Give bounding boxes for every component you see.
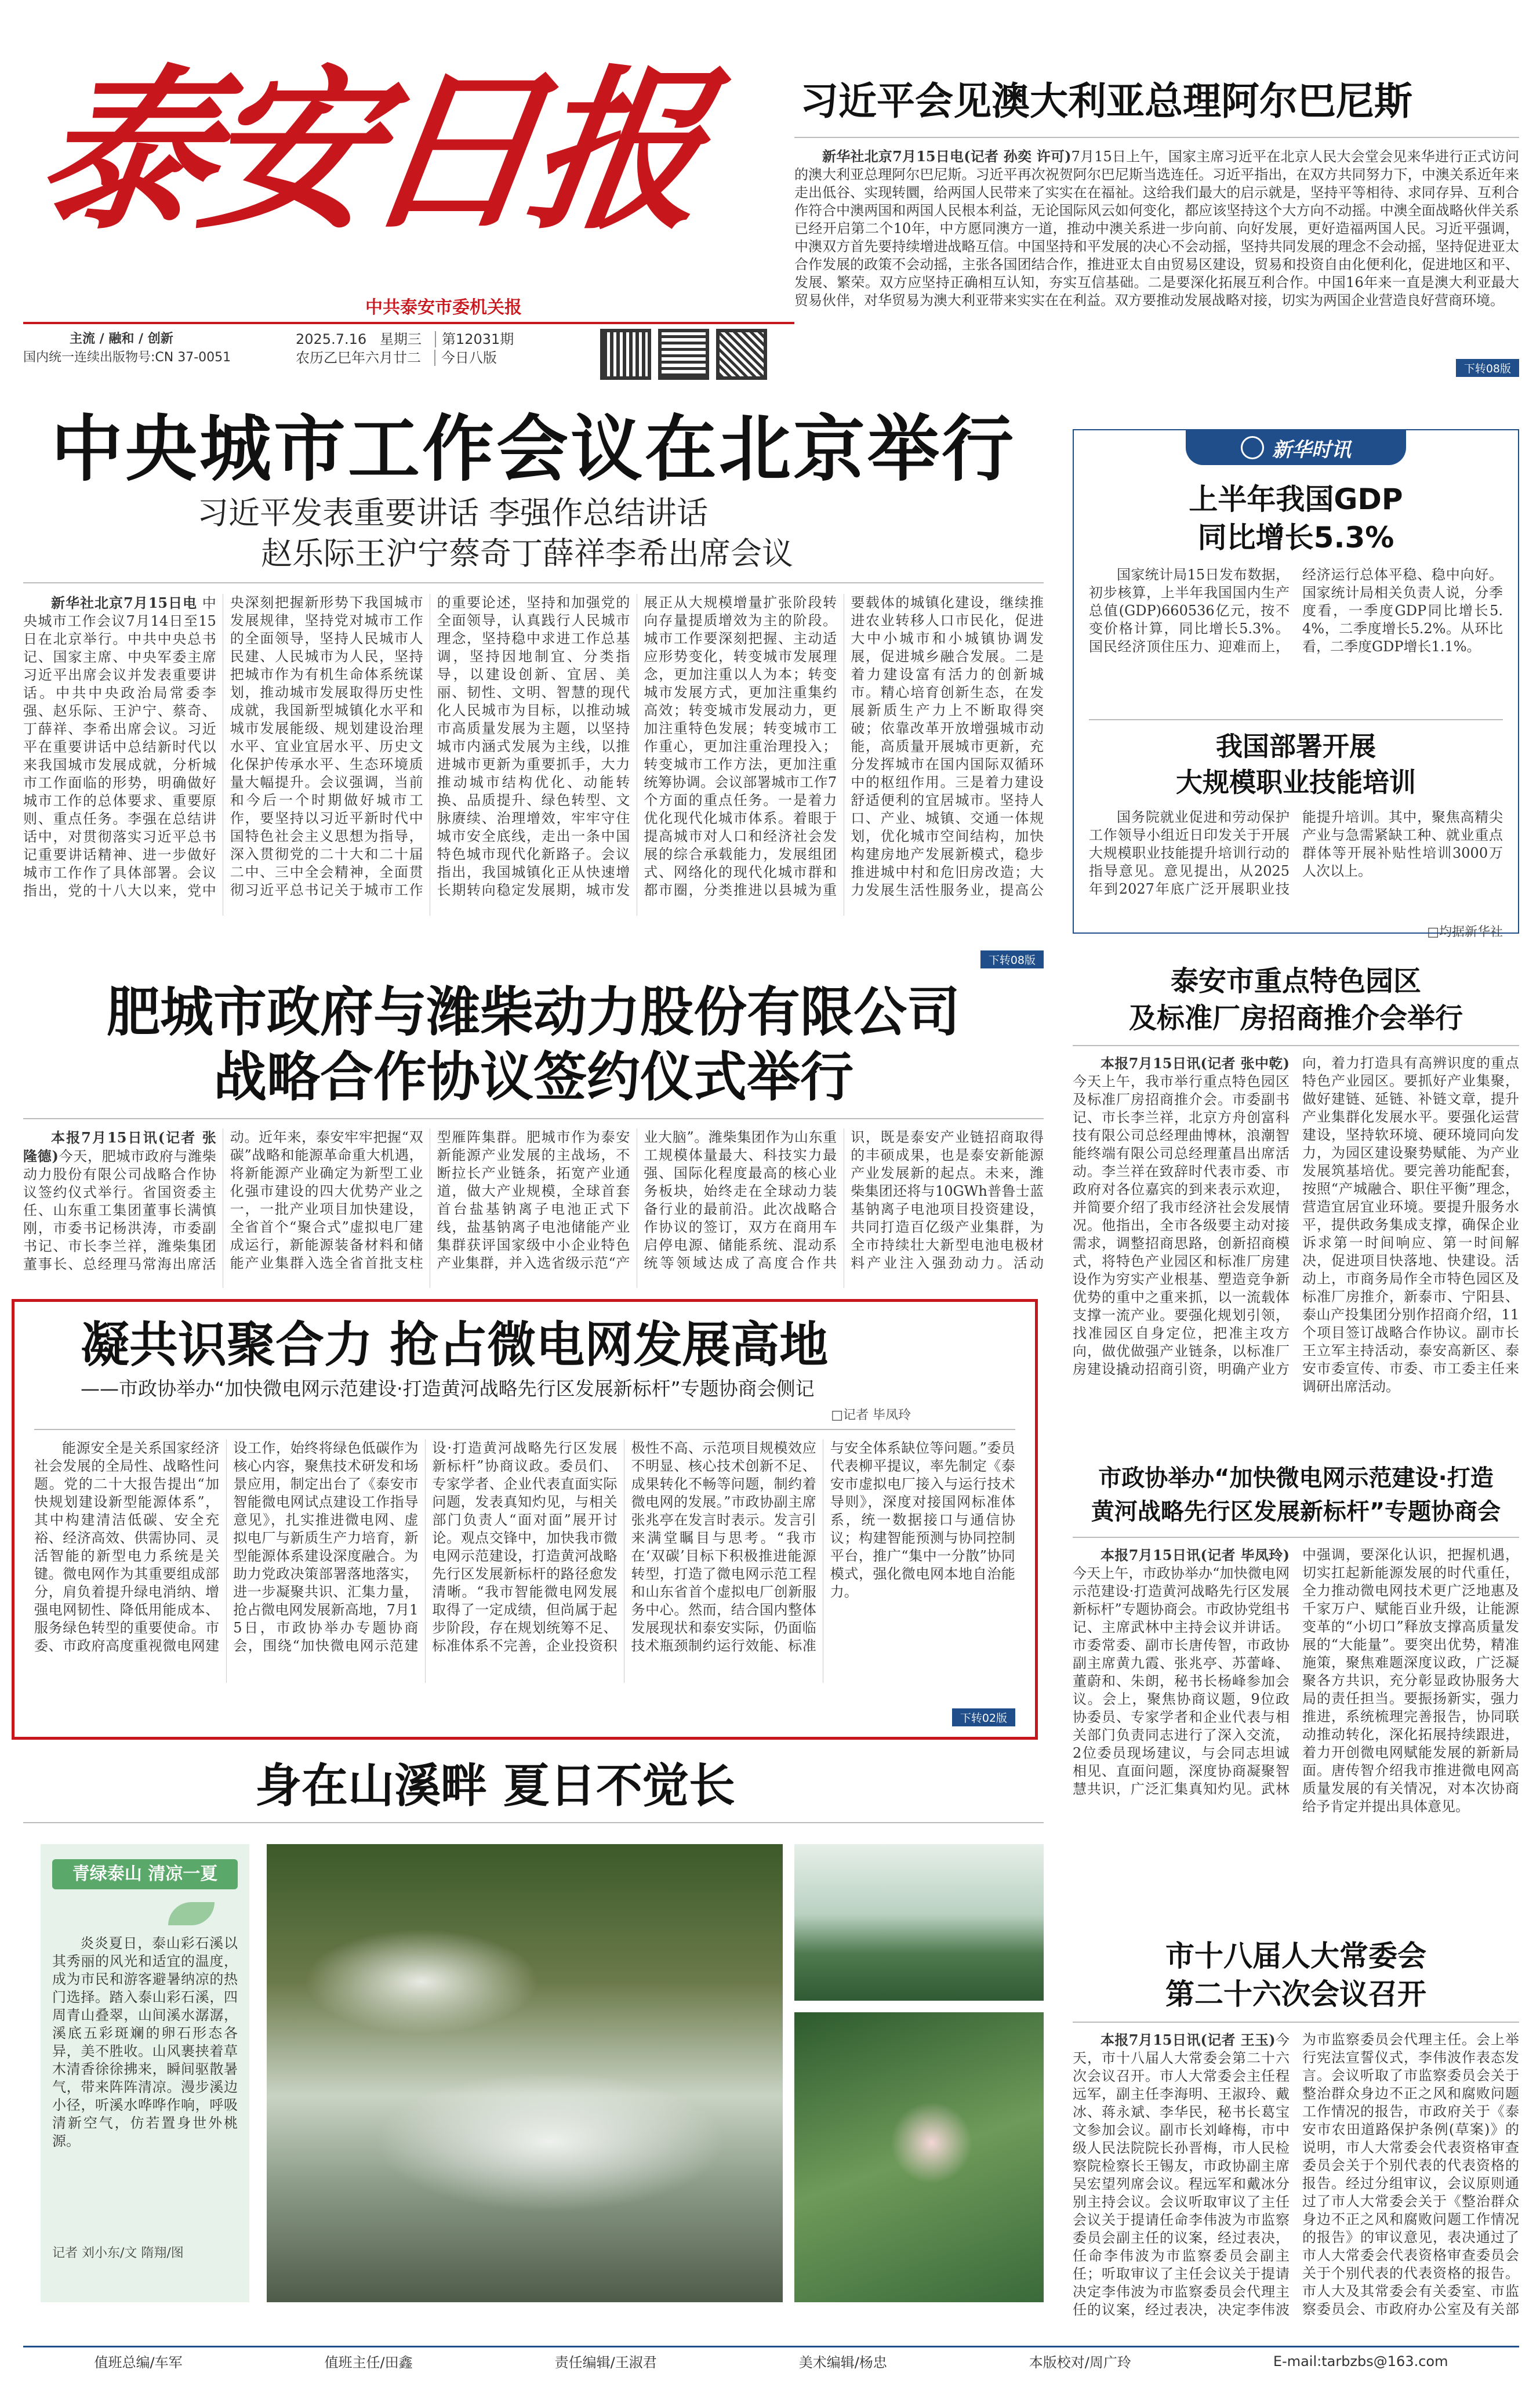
gdp-body: 国家统计局15日发布数据，初步核算，上半年我国国内生产总值(GDP)660536亿元，按不变价格计算，同比增长5.3%。国民经济顶住压力、迎难而上，经济运行总体平稳、稳中向好。国家统计局相关负责人说，分季度看，一季度GDP同比增长5.4%，二季度增长5.2%。从环比看，二季度GDP增长1.1%。 bbox=[1089, 567, 1503, 655]
xinhua-logo-icon bbox=[1241, 436, 1264, 459]
lead-headline: 习近平会见澳大利亚总理阿尔巴尼斯 bbox=[800, 79, 1412, 124]
stream-photo-story bbox=[23, 1757, 1044, 2325]
qr-code-icon bbox=[716, 329, 767, 380]
qr-code-icon bbox=[600, 329, 651, 380]
stream-waterfall-photo bbox=[267, 1844, 783, 2302]
park-story bbox=[1073, 963, 1519, 1450]
feicheng-headline-1: 肥城市政府与潍柴动力股份有限公司 bbox=[106, 981, 960, 1043]
cppcc-story bbox=[1073, 1461, 1519, 1925]
masthead-subtitle: 中共泰安市委机关报 bbox=[365, 297, 522, 318]
qr-code-icon bbox=[658, 329, 709, 380]
lead-body: 7月15日上午，国家主席习近平在北京人民大会堂会见来华进行正式访问的澳大利亚总理阿尔巴尼斯。习近平再次祝贺阿尔巴尼斯当选连任。习近平指出，在双方共同努力下，中澳关系近年来走出低谷、实现转圜，给两国人民带来了实实在在福祉。这给我们最大的启示就是，坚持平等相待、求同存异、互利合作符合中澳两国和两国人民根本利益，无论国际风云如何变化，都应该坚持这个大方向不动摇。中澳全面战略伙伴关系已经开启第二个10年，中方愿同澳方一道，推动中澳关系进一步向前、向好发展，更好造福两国人民。习近平强调，中澳双方首先要持续增进战略互信。中国坚持和平发展的决心不会动摇，坚持共同发展的理念不会动摇，坚持促进亚太合作发展的政策不会动摇，主张各国团结合作，推进亚太自由贸易区建设，贸易和投资自由化便利化，促进地区和平、发展、繁荣。双方应坚持正确相互认知，夯实互信基础。二是要深化拓展互利合作。中国16年来一直是澳大利亚最大贸易伙伴，对华贸易为澳大利亚带来实实在在利益。双方要推动发展战略对接，切实为两国企业营造良好营商环境。 bbox=[794, 148, 1519, 309]
footer-duty-director: 值班主任/田鑫 bbox=[324, 2354, 413, 2371]
masthead-title: 泰安日报 bbox=[26, 48, 709, 253]
training-headline-a: 我国部署开展 bbox=[1216, 731, 1376, 762]
issue-weekday: 星期三 bbox=[380, 331, 422, 347]
masthead-tagline: 主流 / 融和 / 创新 bbox=[70, 332, 173, 346]
issue-pages: 今日八版 bbox=[434, 350, 497, 366]
city-body: 中央城市工作会议7月14日至15日在北京举行。中共中央总书记、国家主席、中央军委主席习近平出席会议并发表重要讲话。中共中央政治局常委李强、赵乐际、王沪宁、蔡奇、丁薛祥、李希出席会议。习近平在重要讲话中总结新时代以来我国城市发展成就，分析城市工作面临的形势，明确做好城市工作的总体要求、重要原则、重点任务。李强在总结讲话中，对贯彻落实习近平总书记重要讲话精神、进一步做好城市工作作了具体部署。会议指出，党的十八大以来，党中央深刻把握新形势下我国城市发展规律，坚持党对城市工作的全面领导，坚持人民城市人民建、人民城市为人民，坚持把城市作为有机生命体系统谋划，推动城市发展取得历史性成就，我国新型城镇化水平和城市发展能级、规划建设治理水平、宜业宜居水平、历史文化保护传承水平、生态环境质量大幅提升。会议强调，当前和今后一个时期做好城市工作，要坚持以习近平新时代中国特色社会主义思想为指导，深入贯彻党的二十大和二十届二中、三中全会精神，全面贯彻习近平总书记关于城市工作的重要论述，坚持和加强党的全面领导，认真践行人民城市理念，坚持稳中求进工作总基调，坚持因地制宜、分类指导，以建设创新、宜居、美丽、韧性、文明、智慧的现代化人民城市为目标，以推动城市高质量发展为主题，以坚持城市内涵式发展为主线，以推进城市更新为重要抓手，大力推动城市结构优化、动能转换、品质提升、绿色转型、文脉赓续、治理增效，牢牢守住城市安全底线，走出一条中国特色城市现代化新路子。会议指出，我国城镇化正从快速增长期转向稳定发展期，城市发展正从大规模增量扩张阶段转向存量提质增效为主的阶段。城市工作要深刻把握、主动适应形势变化，转变城市发展理念，更加注重以人为本；转变城市发展方式，更加注重集约高效；转变城市发展动力，更加注重特色发展；转变城市工作重心，更加注重治理投入；转变城市工作方法，更加注重统筹协调。会议部署城市工作7个方面的重点任务。一是着力优化现代化城市体系。着眼于提高城市对人口和经济社会发展的综合承载能力，发展组团式、网络化的现代化城市群和都市圈，分类推进以县城为重要载体的城镇化建设，继续推进农业转移人口市民化，促进大中小城市和小城镇协调发展，促进城乡融合发展。二是着力建设富有活力的创新城市。精心培育创新生态，在发展新质生产力上不断取得突破；依靠改革开放增强城市动能，高质量开展城市更新，充分发挥城市在国内国际双循环中的枢纽作用。三是着力建设舒适便利的宜居城市。坚持人口、产业、城镇、交通一体规划，优化城市空间结构，加快构建房地产发展新模式，稳步推进城中村和危旧房改造；大力发展生活性服务业，提高公 bbox=[23, 594, 1044, 899]
lead-turn-page[interactable]: 下转08版 bbox=[1456, 359, 1519, 377]
park-headline-1: 泰安市重点特色园区 bbox=[1170, 965, 1421, 997]
city-turn-page[interactable]: 下转08版 bbox=[980, 950, 1044, 968]
cppcc-headline-2: 黄河战略先行区发展新标杆”专题协商会 bbox=[1091, 1498, 1501, 1525]
park-byline: 本报7月15日讯(记者 张中乾) bbox=[1100, 1055, 1290, 1072]
lead-byline: 新华社北京7月15日电(记者 孙奕 许可) bbox=[822, 148, 1072, 165]
feature-turn-page[interactable]: 下转02版 bbox=[952, 1708, 1015, 1726]
footer-email[interactable]: E-mail:tarbzbs@163.com bbox=[1273, 2353, 1448, 2370]
city-deck-1: 习近平发表重要讲话 李强作总结讲话 bbox=[197, 495, 709, 531]
npc-headline-2: 第二十六次会议召开 bbox=[1165, 1977, 1426, 2011]
microgrid-feature bbox=[12, 1299, 1038, 1740]
footer-art-editor: 美术编辑/杨忠 bbox=[798, 2354, 887, 2371]
issue-lunar: 农历乙巳年六月廿二 bbox=[296, 350, 421, 366]
stream-headline: 身在山溪畔 夏日不觉长 bbox=[255, 1759, 735, 1813]
training-body: 国务院就业促进和劳动保护工作领导小组近日印发关于开展大规模职业技能提升培训行动的指导意见。意见提出，从2025年到2027年底广泛开展职业技能提升培训。其中，聚焦高精尖产业与急需紧缺工种、就业重点群体等开展补贴性培训3000万人次以上。 bbox=[1089, 809, 1503, 897]
feicheng-byline: 本报7月15日讯(记者 张隆德) bbox=[23, 1129, 216, 1164]
training-headline-b: 大规模职业技能培训 bbox=[1176, 767, 1416, 798]
park-headline-2: 及标准厂房招商推介会举行 bbox=[1128, 1002, 1463, 1035]
city-work-story bbox=[23, 406, 1044, 974]
feature-author: □记者 毕凤玲 bbox=[831, 1408, 911, 1423]
xinhua-source: □均据新华社 bbox=[1427, 925, 1503, 939]
gdp-headline-b: 同比增长5.3% bbox=[1197, 521, 1394, 554]
feature-subtitle: ——市政协举办“加快微电网示范建设·打造黄河战略先行区发展新标杆”专题协商会侧记 bbox=[81, 1377, 815, 1400]
npc-byline: 本报7月15日讯(记者 王玉) bbox=[1100, 2031, 1276, 2048]
lotus-photo bbox=[794, 2012, 1044, 2302]
lead-story bbox=[794, 75, 1519, 377]
cppcc-byline: 本报7月15日讯(记者 毕凤玲) bbox=[1100, 1547, 1290, 1563]
npc-story bbox=[1073, 1937, 1519, 2331]
masthead-info bbox=[23, 322, 794, 383]
xinhua-news-box bbox=[1073, 429, 1519, 939]
footer-proofreader: 本版校对/周广玲 bbox=[1029, 2354, 1131, 2371]
stream-credit: 记者 刘小东/文 隋翔/图 bbox=[52, 2246, 184, 2260]
cppcc-body: 今天上午，市政协举办“加快微电网示范建设·打造黄河战略先行区发展新标杆”专题协商会。市政协党组书记、主席武林中主持会议并讲话。市委常委、副市长唐传智，市政协副主席黄九霞、张兆亭、苏蕾峰、董蔚和、朱朗，秘书长杨峰参加会议。会上，聚焦协商议题，9位政协委员、专家学者和企业代表与相关部门负责同志进行了深入交流，2位委员现场建议，与会同志坦诚相见、直面问题，深度协商凝聚智慧共识，广泛汇集真知灼见。武林中强调，要深化认识，把握机遇，切实扛起新能源发展的时代重任，全力推动微电网技术更广泛地惠及千家万户、赋能百业升级，让能源变革的“小切口”释放支撑高质量发展的“大能量”。要突出优势，精准施策，聚焦难题深度议政，广泛凝聚各方共识，充分彰显政协服务大局的责任担当。要振扬新实，强力推进，系统梳理完善报告，协同联动推动转化，深化拓展持续跟进，着力开创微电网赋能发展的新新局面。唐传智介绍我市推进微电网高质量发展的有关情况，对本次协商给予肯定并提出具体意见。 bbox=[1073, 1547, 1519, 1815]
issue-number: 第12031期 bbox=[435, 331, 514, 347]
summer-badge: 青绿泰山 清凉一夏 bbox=[52, 1859, 238, 1889]
feicheng-body: 今天，肥城市政府与潍柴动力股份有限公司战略合作协议签约仪式举行。省国资委主任、山东重工集团董事长满慎刚，市委书记杨洪涛，市委副书记、市长李兰祥，潍柴集团董事长、总经理马常海出席活动。近年来，泰安牢牢把握“双碳”战略和能源革命重大机遇，将新能源产业确定为新型工业化强市建设的四大优势产业之一，一批产业项目加快建设，全省首个“聚合式”虚拟电厂建成运行，新能源装备材料和储能产业集群入选全省首批支柱型雁阵集群。肥城市作为泰安新能源产业发展的主战场，不断拉长产业链条，拓宽产业通道，做大产业规模，全球首套首台盐基钠离子电池正式下线，盐基钠离子电池储能产业集群获评国家级中小企业特色产业集群，并入选省级示范“产业大脑”。潍柴集团作为山东重工规模体量最大、科技实力最强、国际化程度最高的核心业务板块，始终走在全球动力装备行业的最前沿。此次战略合作协议的签订，双方在商用车启停电源、储能系统、混动系统等领域达成了高度合作共识，既是泰安产业链招商取得的丰硕成果，也是泰安新能源产业发展新的起点。未来，潍柴集团还将与10GWh普鲁士蓝基钠离子电池项目投资建设，共同打造百亿级产业集群，为全市持续壮大新型电池电极材料产业注入强劲动力。活动 bbox=[23, 1129, 1044, 1272]
feature-headline: 凝共识聚合力 抢占微电网发展高地 bbox=[81, 1316, 829, 1373]
cppcc-headline-1: 市政协举办“加快微电网示范建设·打造 bbox=[1098, 1465, 1494, 1492]
issue-date: 2025.7.16 bbox=[296, 331, 367, 347]
feicheng-headline-2: 战略合作协议签约仪式举行 bbox=[213, 1046, 853, 1108]
stream-body: 炎炎夏日，泰山彩石溪以其秀丽的风光和适宜的温度，成为市民和游客避暑纳凉的热门选择。踏入泰山彩石溪，四周青山叠翠，山间溪水潺潺，溪底五彩斑斓的卵石形态各异，美不胜收。山风裹挟着草木清香徐徐拂来，瞬间驱散暑气，带来阵阵清凉。漫步溪边小径，听溪水哗哗作响，呼吸清新空气，仿若置身世外桃源。 bbox=[52, 1935, 238, 2149]
footer-bar bbox=[23, 2346, 1519, 2375]
gdp-headline-a: 上半年我国GDP bbox=[1189, 482, 1403, 516]
npc-body: 今天，市十八届人大常委会第二十六次会议召开。市人大常委会主任程远军，副主任李海明、王淑玲、戴冰、蒋永斌、李华民，秘书长葛宝文参加会议。副市长刘峰梅，市中级人民法院院长孙晋梅，市人民检察院检察长王锡友，市政协副主席吴宏望列席会议。程远军和戴冰分别主持会议。会议听取审议了主任会议关于提请任命李伟波为市监察委员会副主任的议案，经过表决，任命李伟波为市监察委员会副主任；听取审议了主任会议关于提请决定李伟波为市监察委员会代理主任的议案，经过表决，决定李伟波为市监察委员会代理主任。会上举行宪法宣誓仪式，李伟波作表态发言。会议听取了市监察委员会关于整治群众身边不正之风和腐败问题工作情况的报告，市政府关于《泰安市农田道路保护条例(草案)》的说明，市人大常委会代表资格审查委员会关于个别代表的代表资格的报告。经过分组审议，会议原则通过了市人大常委会关于《整治群众身边不正之风和腐败问题工作情况的报告》的审议意见，表决通过了市人大常委会代表资格审查委员会关于个别代表的代表资格的报告。市人大及其常委会有关委室、市监察委员会、市政府办公室及有关部 bbox=[1073, 2031, 1519, 2318]
leaf-icon bbox=[168, 1902, 215, 1925]
npc-headline-1: 市十八届人大常委会 bbox=[1165, 1939, 1426, 1973]
feature-body: 能源安全是关系国家经济社会发展的全局性、战略性问题。党的二十大报告提出“加快规划建设新型能源体系”，其中构建清洁低碳、安全充裕、经济高效、供需协同、灵活智能的新型电力系统是关键。微电网作为其重要组成部分，肩负着提升绿电消纳、增强电网韧性、降低用能成本、服务绿色转型的重要使命。市委、市政府高度重视微电网建设工作，始终将绿色低碳作为核心内容，聚焦技术研发和场景应用，制定出台了《泰安市智能微电网试点建设工作指导意见》，扎实推进微电网、虚拟电厂与新质生产力培育，新型能源体系建设深度融合。为助力党政决策部署落地落实，进一步凝聚共识、汇集力量，抢占微电网发展新高地，7月15日，市政协举办专题协商会，围绕“加快微电网示范建设·打造黄河战略先行区发展新标杆”协商议政。委员们、专家学者、企业代表直面实际问题，发表真知灼见，与相关部门负责人“面对面”展开讨论。观点交锋中，加快我市微电网示范建设，打造黄河战略先行区发展新标杆的路径愈发清晰。“我市智能微电网发展取得了一定成绩，但尚属于起步阶段，存在规划统筹不足、标准体系不完善，企业投资积极性不高、示范项目规模效应不明显、核心技术创新不足、成果转化不畅等问题，制约着微电网的发展。”市政协副主席张兆亭在发言时表示。发言引来满堂瞩目与思考。“我市在‘双碳’目标下积极推进能源转型，打造了微电网示范工程和山东省首个虚拟电厂创新服务中心。然而，结合国内整体发展现状和泰安实际，仍面临技术瓶颈制约运行效能、标准与安全体系缺位等问题。”委员代表柳平提议，率先制定《泰安市虚拟电厂接入与运行技术导则》，深度对接国网标准体系，统一数据接口与通信协议；构建智能预测与协同控制平台，推广“集中一分散”协同模式，强化微电网本地自治能力。 bbox=[34, 1440, 1015, 1654]
feicheng-story bbox=[23, 980, 1044, 1293]
city-byline: 新华社北京7月15日电 bbox=[51, 594, 198, 611]
masthead-serial: 国内统一连续出版物号:CN 37-0051 bbox=[23, 350, 231, 365]
mountain-photo bbox=[794, 1844, 1044, 2001]
city-headline: 中央城市工作会议在北京举行 bbox=[50, 408, 1016, 491]
footer-editor: 责任编辑/王淑君 bbox=[554, 2354, 657, 2371]
footer-chief-editor: 值班总编/车军 bbox=[94, 2354, 183, 2371]
xinhua-badge: 新华时讯 bbox=[1186, 430, 1406, 465]
city-deck-2: 赵乐际王沪宁蔡奇丁薛祥李希出席会议 bbox=[261, 535, 793, 572]
park-body: 今天上午，我市举行重点特色园区及标准厂房招商推介会。市委副书记、市长李兰祥，北京方舟创富科技有限公司总经理曲博林，浪潮智能终端有限公司总经理董昌出席活动。李兰祥在致辞时代表市委、市政府对各位嘉宾的到来表示欢迎，并简要介绍了我市经济社会发展情况。他指出，全市各级要主动对接需求，调整招商思路，创新招商模式，将特色产业园区和标准厂房建设作为穷实产业根基、塑造竞争新优势的重中之重来抓，以一流载体支撑一流产业。要强化规划引领，找准园区自身定位，把准主攻方向，做优做强产业链条，以标准厂房建设撬动招商引资，明确产业方向，着力打造具有高辨识度的重点特色产业园区。要抓好产业集聚，做好建链、延链、补链文章，提升产业集群化发展水平。要强化运营建设，坚持软环境、硬环境同向发力，为园区建设聚势赋能、为产业发展筑基培优。要完善功能配套，按照“产城融合、职住平衡”理念，营造宜居宜业环境。要提升服务水平，提供政务集成支撑，确保企业诉求第一时间响应、第一时间解决，促进项目快落地、快建设。活动上，市商务局作全市特色园区及标准厂房推介，新泰市、宁阳县、泰山产投集团分别作招商介绍，11个项目签订战略合作协议。副市长王立军主持活动，泰安高新区、泰安市委宣传、市委、市工委主任来调研出席活动。 bbox=[1073, 1055, 1519, 1395]
